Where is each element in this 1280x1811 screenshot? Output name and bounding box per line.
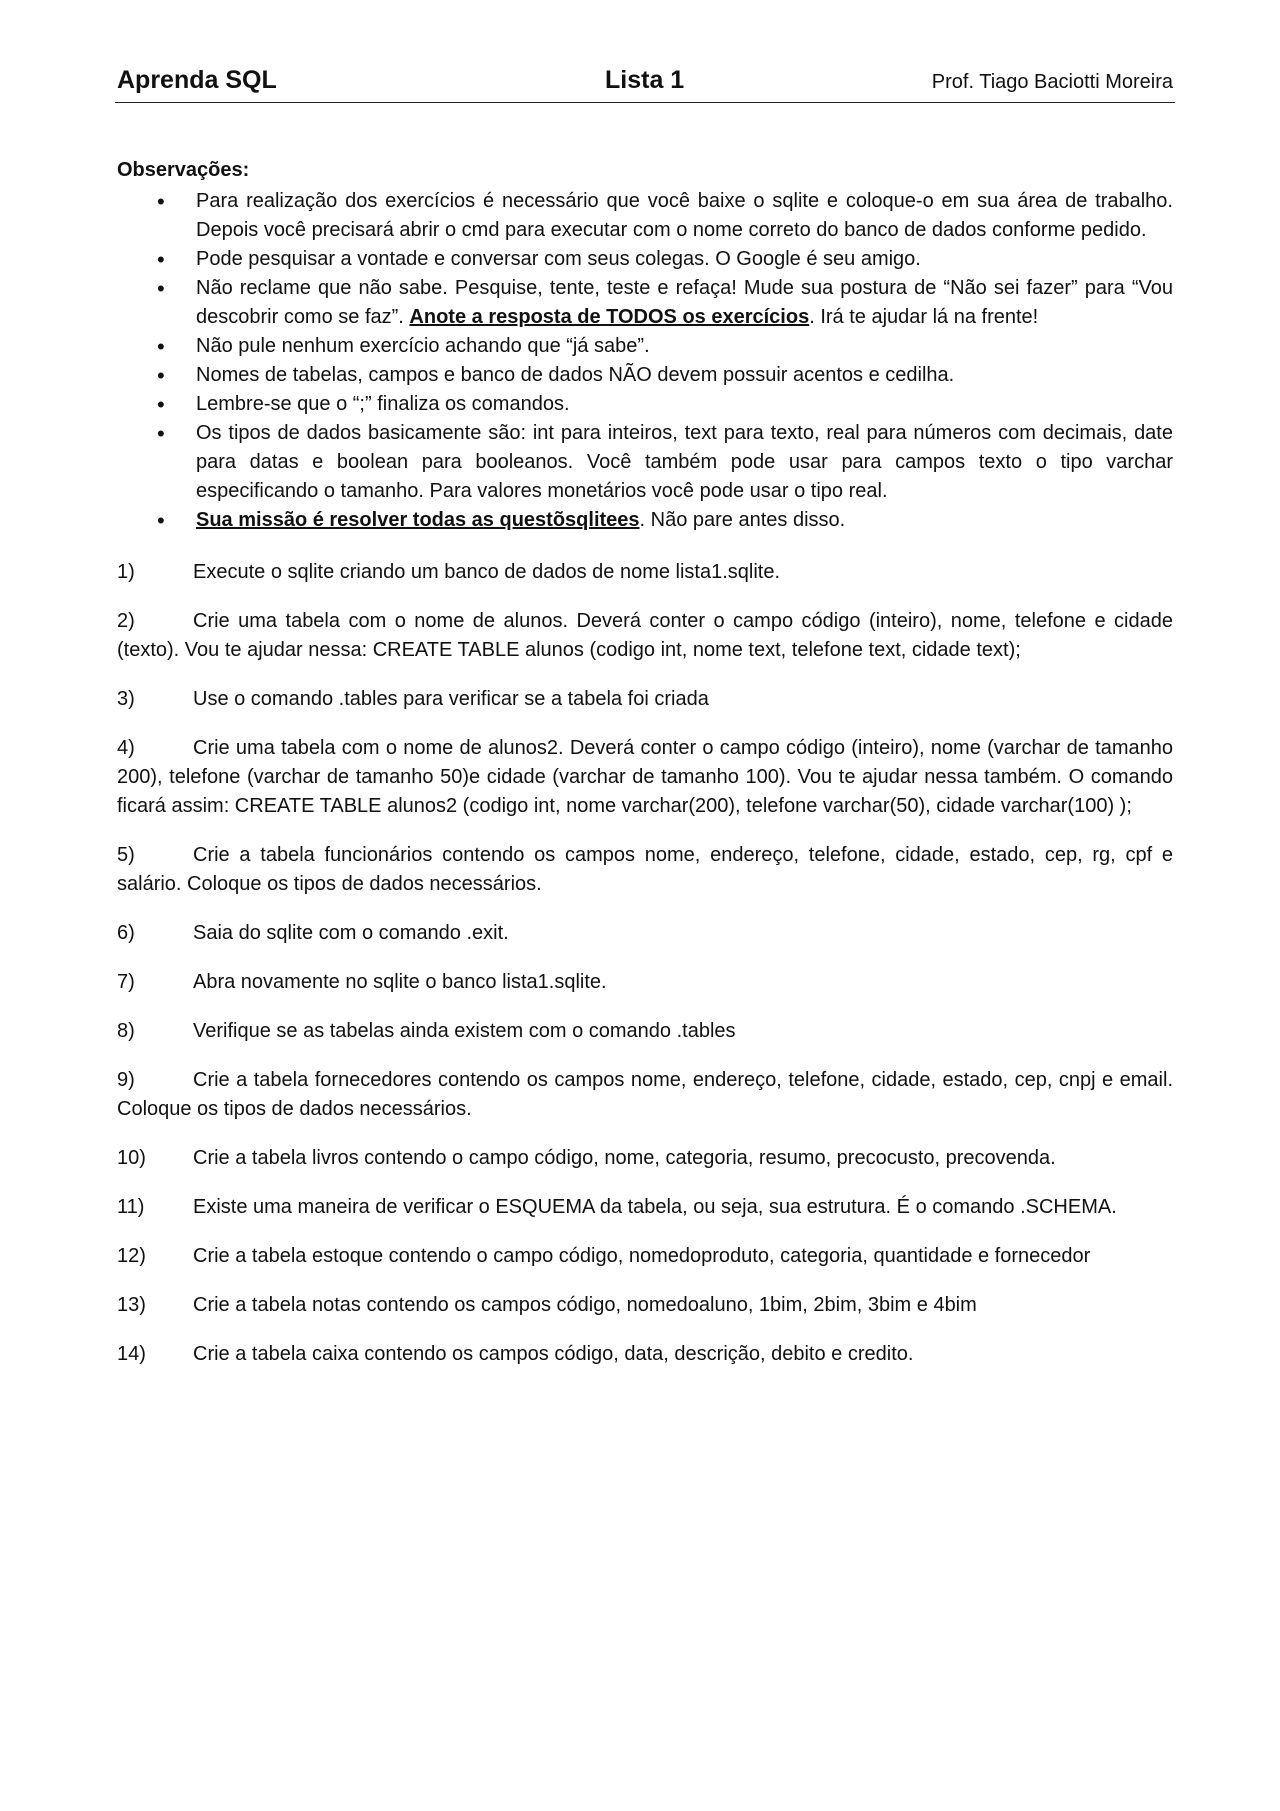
question-item (117, 1144, 1173, 1173)
observation-item: • Não pule nenhum exercício achando que “já sabe”. (157, 334, 650, 359)
observation-item: • Os tipos de dados basicamente são: int para inteiros, text para texto, real para números com decimais, date para datas e boolean para booleanos. Você também pode usar para campos texto o tipo varchar especificando o tamanho. Para valores monetários você pode usar o tipo real. (157, 421, 1173, 502)
observation-item: • Sua missão é resolver todas as questõsqlitees. Não pare antes disso. (157, 508, 846, 533)
question-number: 4) (117, 737, 135, 759)
question-number: 2) (117, 610, 135, 632)
question-number: 12) (117, 1245, 146, 1267)
bullet-icon: • (157, 334, 165, 359)
bullet-icon: • (157, 363, 165, 388)
question-number: 6) (117, 922, 135, 944)
question-text: Crie a tabela fornecedores contendo os campos nome, endereço, telefone, cidade, estado, cep, cnpj e email. Coloque os tipos de dados necessários. (117, 1069, 1173, 1120)
question-number: 10) (117, 1147, 146, 1169)
question-item (117, 1340, 1173, 1369)
observation-item: • Nomes de tabelas, campos e banco de dados NÃO devem possuir acentos e cedilha. (157, 363, 955, 388)
header-professor: Prof. Tiago Baciotti Moreira (931, 71, 1173, 93)
question-number: 1) (117, 561, 135, 583)
observation-item: • Para realização dos exercícios é necessário que você baixe o sqlite e coloque-o em sua área de trabalho. Depois você precisará abrir o cmd para executar com o nome correto do banco de dados conforme pedido. (157, 189, 1173, 241)
bullet-icon: • (157, 392, 165, 417)
question-number: 14) (117, 1343, 146, 1365)
question-number: 11) (117, 1196, 145, 1218)
observations-heading: Observações: (117, 159, 250, 181)
question-item (117, 734, 1173, 821)
question-text: Abra novamente no sqlite o banco lista1.sqlite. (193, 971, 607, 993)
question-number: 5) (117, 844, 135, 866)
question-text: Existe uma maneira de verificar o ESQUEMA da tabela, ou seja, sua estrutura. É o comando .SCHEMA. (193, 1196, 1117, 1218)
document-body (117, 156, 1173, 1369)
bullet-icon: • (157, 421, 165, 446)
question-text: Crie a tabela estoque contendo o campo código, nomedoproduto, categoria, quantidade e fornecedor (193, 1245, 1091, 1267)
bullet-icon: • (157, 189, 165, 214)
question-item (117, 968, 1173, 997)
question-item (117, 1017, 1173, 1046)
question-text: Use o comando .tables para verificar se a tabela foi criada (193, 688, 709, 710)
question-number: 7) (117, 971, 135, 993)
emphasis-text: Anote a resposta de TODOS os exercícios (409, 306, 810, 328)
question-item (117, 919, 1173, 948)
emphasis-text: Sua missão é resolver todas as questõsqlitees (196, 509, 640, 531)
question-number: 9) (117, 1069, 135, 1091)
question-text: Crie a tabela caixa contendo os campos código, data, descrição, debito e credito. (193, 1343, 914, 1365)
question-text: Crie a tabela notas contendo os campos código, nomedoaluno, 1bim, 2bim, 3bim e 4bim (193, 1294, 977, 1316)
observation-item: • Pode pesquisar a vontade e conversar com seus colegas. O Google é seu amigo. (157, 247, 921, 272)
question-item (117, 607, 1173, 665)
header-course-title: Aprenda SQL (117, 66, 277, 94)
question-text: Crie a tabela funcionários contendo os campos nome, endereço, telefone, cidade, estado, cep, rg, cpf e salário. Coloque os tipos de dados necessários. (117, 844, 1173, 895)
page-header (115, 62, 1175, 103)
question-number: 3) (117, 688, 135, 710)
bullet-icon: • (157, 276, 165, 301)
question-item (117, 1066, 1173, 1124)
header-list-title: Lista 1 (605, 66, 685, 94)
question-item (117, 841, 1173, 899)
question-text: Execute o sqlite criando um banco de dados de nome lista1.sqlite. (193, 561, 781, 583)
bullet-icon: • (157, 247, 165, 272)
bullet-icon: • (157, 508, 165, 533)
question-text: Crie uma tabela com o nome de alunos. Deverá conter o campo código (inteiro), nome, telefone e cidade (texto). Vou te ajudar nessa: CREATE TABLE alunos (codigo int, nome text, telefone text, cidade text); (117, 610, 1173, 661)
question-number: 13) (117, 1294, 146, 1316)
question-text: Crie uma tabela com o nome de alunos2. Deverá conter o campo código (inteiro), nome (varchar de tamanho 200), telefone (varchar de tamanho 50)e cidade (varchar de tamanho 100). Vou te ajudar nessa também. O comando ficará assim: CREATE TABLE alunos2 (codigo int, nome varchar(200), telefone varchar(50), cidade varchar(100) ); (117, 737, 1173, 817)
observations-list (117, 187, 1173, 535)
question-item (117, 1242, 1173, 1271)
question-item (117, 685, 1173, 714)
question-text: Saia do sqlite com o comando .exit. (193, 922, 509, 944)
question-number: 8) (117, 1020, 135, 1042)
question-item (117, 1291, 1173, 1320)
observation-item: • Lembre-se que o “;” finaliza os comandos. (157, 392, 570, 417)
question-text: Crie a tabela livros contendo o campo código, nome, categoria, resumo, precocusto, precovenda. (193, 1147, 1056, 1169)
question-item (117, 558, 1173, 587)
observation-item: • Não reclame que não sabe. Pesquise, tente, teste e refaça! Mude sua postura de “Não sei fazer” para “Vou descobrir como se faz”. Anote a resposta de TODOS os exercícios. Irá te ajudar lá na frente! (157, 276, 1173, 328)
question-text: Verifique se as tabelas ainda existem com o comando .tables (193, 1020, 736, 1042)
question-item (117, 1193, 1173, 1222)
